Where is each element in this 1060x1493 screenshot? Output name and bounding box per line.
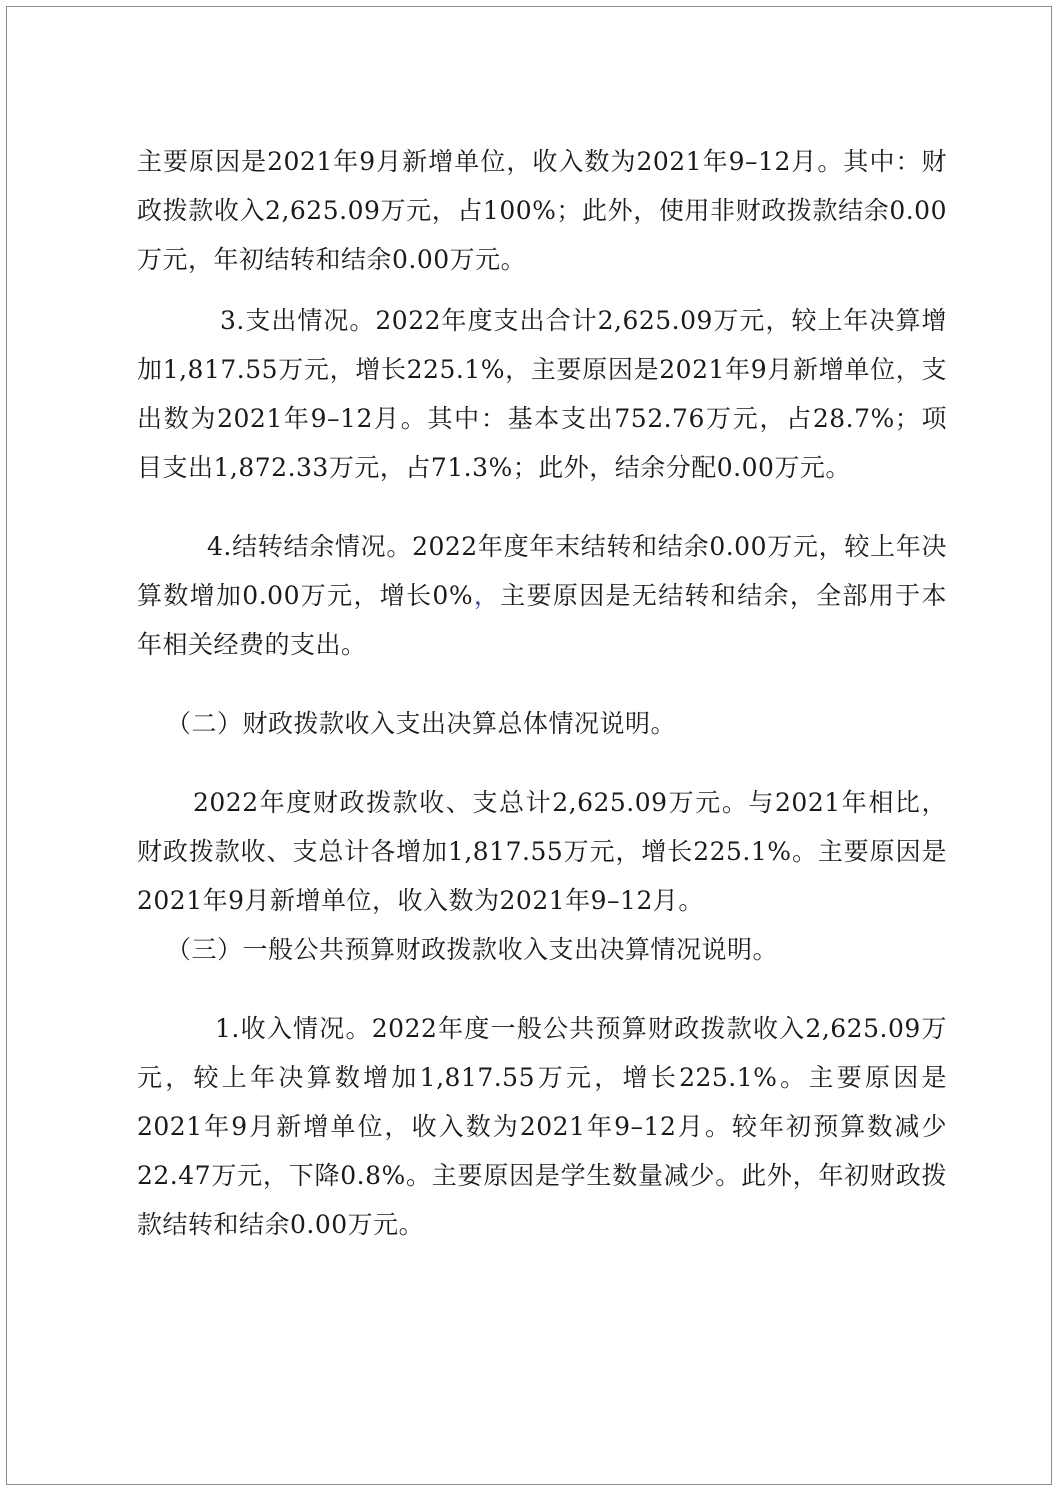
carryover-comma: ，	[473, 581, 501, 610]
document-body	[137, 137, 947, 1249]
paragraph-income-reason: 主要原因是2021年9月新增单位，收入数为2021年9–12月。其中：财政拨款收入2,625.09万元，占100%；此外，使用非财政拨款结余0.00万元，年初结转和结余0.00万元。	[137, 147, 947, 274]
paragraph-fiscal-total: 2022年度财政拨款收、支总计2,625.09万元。与2021年相比，财政拨款收、支总计各增加1,817.55万元，增长225.1%。主要原因是2021年9月新增单位，收入数为2021年9–12月。	[137, 788, 947, 915]
heading-section-3: （三）一般公共预算财政拨款收入支出决算情况说明。	[166, 935, 779, 964]
carryover-text-b: 主要原因是无结转和结余，全部用于本年相关经费的支出。	[137, 581, 947, 659]
paragraph-expenditure: 3.支出情况。2022年度支出合计2,625.09万元，较上年决算增加1,817.55万元，增长225.1%，主要原因是2021年9月新增单位，支出数为2021年9–12月。其中：基本支出752.76万元，占28.7%；项目支出1,872.33万元，占71.3%；此外，结余分配0.00万元。	[137, 306, 947, 482]
heading-section-2: （二）财政拨款收入支出决算总体情况说明。	[166, 709, 677, 738]
carryover-text-a: 4.结转结余情况。2022年度年末结转和结余0.00万元，较上年决算数增加0.00万元，增长0%	[137, 532, 947, 610]
paragraph-carryover	[137, 522, 947, 669]
paragraph-general-budget-income: 1.收入情况。2022年度一般公共预算财政拨款收入2,625.09万元，较上年决算数增加1,817.55万元，增长225.1%。主要原因是2021年9月新增单位，收入数为2021年9–12月。较年初预算数减少22.47万元，下降0.8%。主要原因是学生数量减少。此外，年初财政拨款结转和结余0.00万元。	[137, 1014, 947, 1239]
